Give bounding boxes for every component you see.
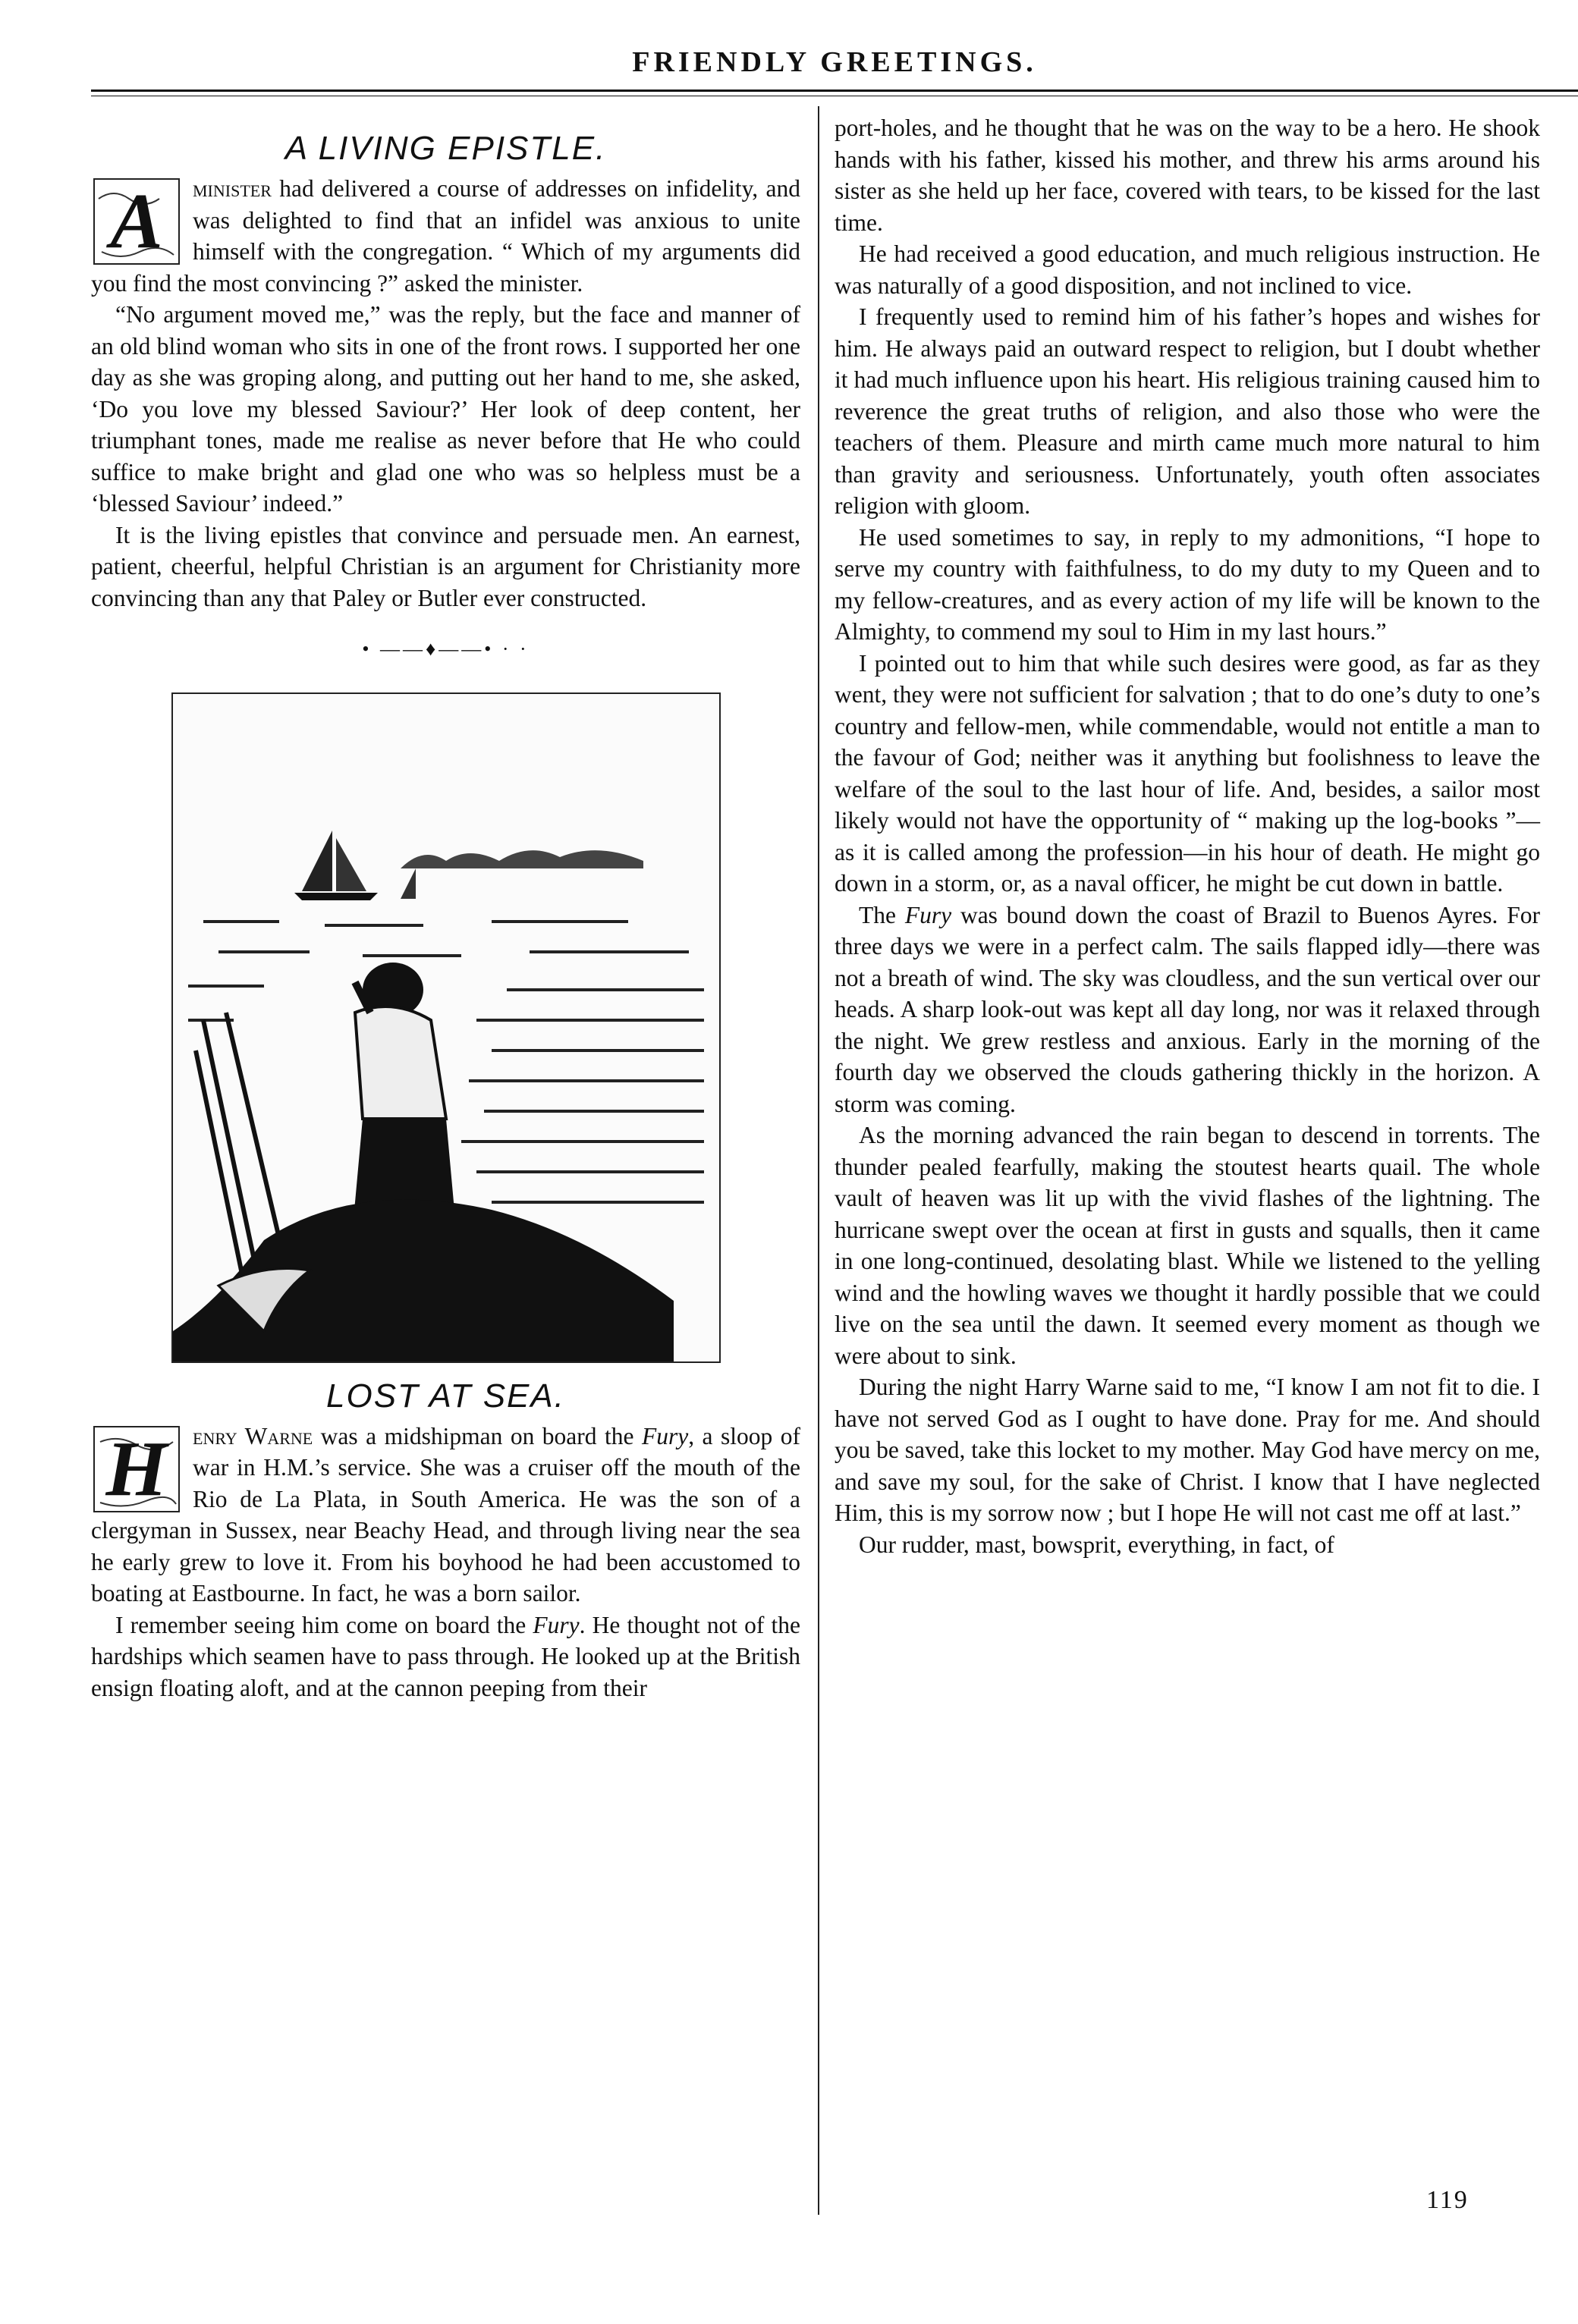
sailor-looking-out-to-sea-illustration [171, 692, 721, 1363]
article2-lead-word: enry Warne [193, 1422, 313, 1449]
dropcap-h-icon: H [91, 1424, 182, 1515]
article1-paragraph-1-text: had delivered a course of addresses on infidelity, and was delighted to find that an infidel was anxious to unite himself with the congregation. “ Which of my arguments did you find the most convincing ?” asked the minister. [91, 175, 800, 297]
dropcap-a-icon: A [91, 176, 182, 267]
article2-paragraph-5: I frequently used to remind him of his father’s hopes and wishes for him. He always paid an outward respect to religion, but I doubt whether it had much influence upon his heart. His religious training caused him to reverence the great truths of religion, and also those who were the teachers of them. Pleasure and mirth came much more natural to him than gravity and seriousness. Unfortunately, youth often associates religion with gloom. [835, 303, 1540, 519]
article1-lead-word: minister [193, 175, 272, 202]
page-number: 119 [1426, 2186, 1469, 2214]
article2-paragraph-6: He used sometimes to say, in reply to my admonitions, “I hope to serve my country with faithfulness, to do my duty to my Queen and to my fellow-creatures, and as every action of my life will be known to the Almighty, to commend my soul to Him in my last hours.” [835, 523, 1540, 645]
illustration-svg [173, 694, 719, 1361]
article2-paragraph-4: He had received a good education, and much religious instruction. He was naturally of a good disposition, and not inclined to vice. [835, 240, 1540, 299]
article1-paragraph-1 [91, 173, 800, 299]
article-title-lost-at-sea: LOST AT SEA. [326, 1377, 565, 1415]
article2-paragraph-7: I pointed out to him that while such desires were good, as far as they went, they were not sufficient for salvation ; that to do one’s duty to one’s country and fellow-men, while commendable, would not entitle a man to the favour of God; neither was it anything but foolishness to leave the welfare of the soul to the last hour of life. And, besides, a sailor most likely would not have the opportunity of “ making up the log-books ”—as it is called among the profession—in his hour of death. He might go down in a storm, or, as a naval officer, he might be cut down in battle. [835, 649, 1540, 897]
column-divider [818, 106, 819, 2215]
article2-paragraph-1: H enry Warne was a midshipman on board the Fury, a sloop of war in H.M.’s service. She was a cruiser off the mouth of the Rio de La Plata, in South America. He was the son of a clergyman in Sussex, near Beachy Head, and through living near the sea he early grew to love it. From his boyhood he had been accustomed to boating at Eastbourne. In fact, he was a born sailor. [91, 1422, 800, 1606]
article2-paragraph-9: As the morning advanced the rain began to descend in torrents. The thunder pealed fearfully, making the stoutest hearts quail. The whole vault of heaven was lit up with the vivid flashes of the lightning. The hurricane swept over the ocean at first in gusts and squalls, then it came in one long-continued, desolating blast. While we listened to the yelling wind and the howling waves we thought it hardly possible that we could live on the sea until the dawn. It seemed every moment as though we were about to sink. [835, 1122, 1540, 1369]
left-column [91, 129, 800, 1704]
right-column [835, 112, 1540, 1560]
article2-paragraph-2: I remember seeing him come on board the Fury. He thought not of the hardships which seamen have to pass through. He looked up at the British ensign floating aloft, and at the cannon peeping from their [91, 1611, 800, 1701]
section-ornament: • ——♦——• · · [362, 638, 530, 660]
article1-paragraph-3: It is the living epistles that convince and persuade men. An earnest, patient, cheerful, helpful Christian is an argument for Christianity more convincing than any that Paley or Butler ever constructed. [91, 521, 800, 611]
masthead: FRIENDLY GREETINGS. [632, 46, 1037, 78]
article2-paragraph-11: Our rudder, mast, bowsprit, everything, in fact, of [859, 1531, 1334, 1558]
article2-paragraph-8: The Fury was bound down the coast of Brazil to Buenos Ayres. For three days we were in a perfect calm. The sails flapped idly—there was not a breath of wind. The sky was cloudless, and the sun vertical over our heads. A sharp look-out was kept all day long, nor was it relaxed through the night. We grew restless and anxious. Early in the morning of the fourth day we observed the clouds gathering thickly in the horizon. A storm was coming. [835, 901, 1540, 1117]
article2-paragraph-10: During the night Harry Warne said to me, “I know I am not fit to die. I have not served God as I ought to have done. Pray for me. And should you be saved, take this locket to my mother. May God have mercy on me, and save my soul, for the sake of Christ. I know that I have neglected Him, this is my sorrow now ; but I hope He will not cast me off at last.” [835, 1374, 1540, 1526]
ship-name: Fury [533, 1611, 580, 1638]
article1-paragraph-2: “No argument moved me,” was the reply, but the face and manner of an old blind woman who sits in one of the front rows. I supported her one day as she was groping along, and putting out her hand to me, she asked, ‘Do you love my blessed Saviour?’ Her look of deep content, her triumphant tones, made me realise as never before that He who could suffice to make bright and glad one who was so helpless must be a ‘blessed Saviour’ indeed.” [91, 301, 800, 517]
ship-name: Fury [641, 1422, 689, 1449]
article2-paragraph-3: port-holes, and he thought that he was on the way to be a hero. He shook hands with his father, kissed his mother, and threw his arms around his sister as she held up her face, covered with tears, to be kissed for the last time. [835, 115, 1540, 236]
article-title-living-epistle: A LIVING EPISTLE. [284, 130, 607, 167]
ship-name: Fury [904, 901, 952, 928]
masthead-rule [91, 90, 1578, 92]
